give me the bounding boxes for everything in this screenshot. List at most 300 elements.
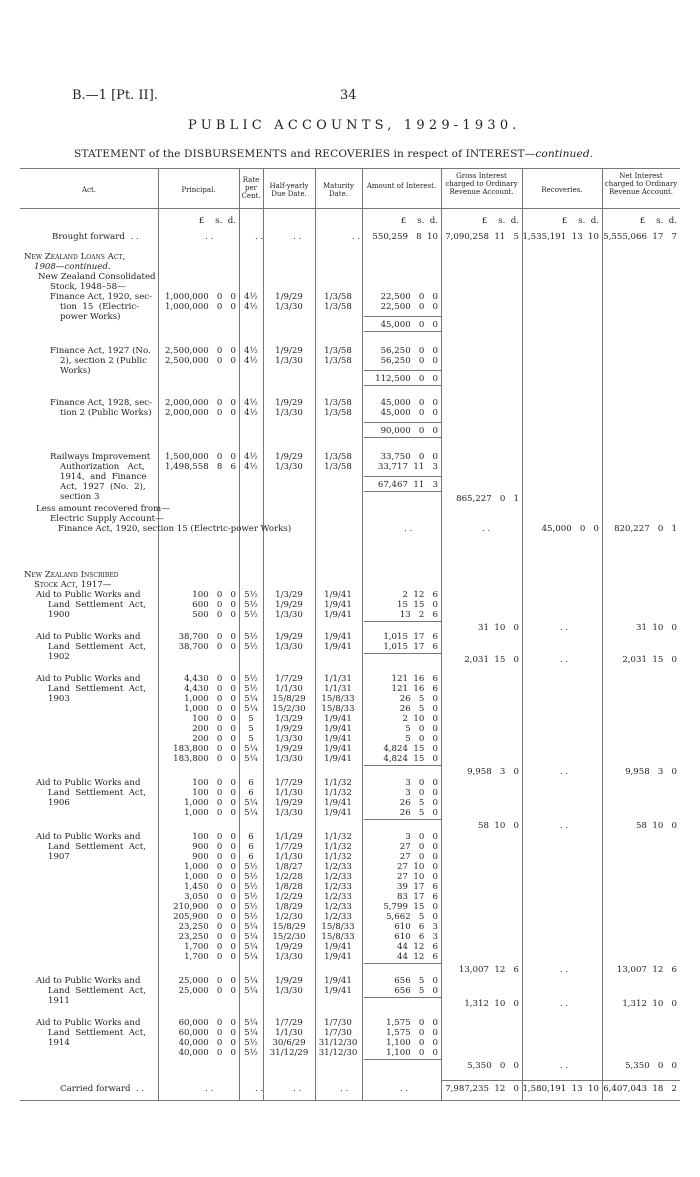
maturity-date: 1/3/58 (324, 356, 352, 366)
net-value: 1,312 10 0 (622, 999, 677, 1009)
act-name: Land Settlement Act, (48, 684, 146, 694)
subtotal-rule (364, 437, 441, 438)
maturity-date: 1/9/41 (324, 798, 352, 808)
principal-value: 38,700 0 0 (178, 642, 236, 652)
rate-value: 5½ (244, 902, 258, 912)
interest-amount: 1,015 17 6 (383, 642, 438, 652)
page-number: 34 (340, 88, 357, 103)
due-date: 1/7/29 (275, 674, 303, 684)
rate-value: 5½ (244, 872, 258, 882)
gross-total: 865,227 0 1 (456, 494, 519, 504)
principal-value: 40,000 0 0 (178, 1038, 236, 1048)
brought-forward-label: Brought forward . . (52, 232, 139, 242)
section-heading: 1908—continued. (34, 262, 111, 272)
principal-value: 600 0 0 (192, 600, 236, 610)
due-date: 1/3/30 (275, 808, 303, 818)
principal-value: 100 0 0 (192, 778, 236, 788)
gross-value: 58 10 0 (478, 821, 519, 831)
principal-value: 25,000 0 0 (178, 986, 236, 996)
unit-label: £ s. d. (639, 216, 677, 226)
maturity-date: 15/8/33 (321, 704, 355, 714)
act-name: 1906 (48, 798, 70, 808)
principal-value: 38,700 0 0 (178, 632, 236, 642)
rate-value: 5½ (244, 632, 258, 642)
less-recovery-label: Finance Act, 1920, section 15 (Electric-power Works) (58, 524, 292, 534)
rate-value: 5½ (244, 684, 258, 694)
column-header-rate: Rate per Cent. (241, 176, 261, 200)
principal-value: 2,000,000 0 0 (164, 398, 236, 408)
rate-value: 4½ (244, 356, 258, 366)
rate-value: 5¼ (244, 1028, 258, 1038)
interest-amount: 4,824 15 0 (383, 754, 438, 764)
act-name: Finance Act, 1920, sec- (50, 292, 153, 302)
act-name: Finance Act, 1927 (No. (50, 346, 151, 356)
section-heading: New Zealand Inscribed (24, 570, 119, 580)
page-title: PUBLIC ACCOUNTS, 1929-1930. (188, 118, 521, 133)
due-date: 1/9/29 (275, 452, 303, 462)
maturity-date: 1/7/30 (324, 1018, 352, 1028)
act-name: 1911 (48, 996, 70, 1006)
subtotal-rule (364, 621, 441, 622)
rate-value: 6 (248, 852, 254, 862)
due-date: 1/3/30 (275, 986, 303, 996)
interest-amount: 1,575 0 0 (386, 1028, 438, 1038)
due-date: 1/3/29 (275, 590, 303, 600)
due-date: 1/3/30 (275, 642, 303, 652)
carried-net: 6,407,043 18 2 (603, 1084, 677, 1094)
act-name: power Works) (60, 312, 121, 322)
maturity-date: 1/9/41 (324, 734, 352, 744)
maturity-date: 1/1/32 (324, 788, 352, 798)
section-heading: Stock Act, 1917— (34, 580, 112, 590)
principal-value: 205,900 0 0 (173, 912, 236, 922)
net-value: 58 10 0 (636, 821, 677, 831)
dots: . . (560, 767, 569, 777)
subtotal-rule (364, 997, 441, 998)
maturity-date: 1/3/58 (324, 346, 352, 356)
due-date: 1/2/29 (275, 892, 303, 902)
column-header-act: Act. (81, 186, 96, 194)
column-header-gross: Gross Interest charged to Ordinary Revenue Account. (445, 172, 518, 196)
ref-part: [Pt. II]. (111, 88, 158, 103)
dots: . . (205, 1084, 214, 1094)
principal-value: 900 0 0 (192, 842, 236, 852)
interest-amount: 2 12 6 (402, 590, 438, 600)
due-date: 1/1/30 (275, 1028, 303, 1038)
interest-amount: 83 17 6 (397, 892, 438, 902)
due-date: 1/9/29 (275, 798, 303, 808)
interest-amount: 26 5 0 (399, 694, 438, 704)
interest-amount: 27 10 0 (397, 862, 438, 872)
interest-amount: 3 0 0 (405, 778, 438, 788)
gross-value: 31 10 0 (478, 623, 519, 633)
maturity-date: 1/3/58 (324, 292, 352, 302)
unit-label: £ s. d. (481, 216, 519, 226)
maturity-date: 1/9/41 (324, 600, 352, 610)
principal-value: 1,450 0 0 (184, 882, 236, 892)
due-date: 1/8/27 (275, 862, 303, 872)
act-name: 1903 (48, 694, 70, 704)
column-rule (441, 168, 442, 1100)
due-date: 15/8/29 (272, 922, 306, 932)
interest-amount: 5 0 0 (405, 724, 438, 734)
rate-value: 5¼ (244, 808, 258, 818)
principal-value: 1,700 0 0 (184, 952, 236, 962)
due-date: 30/6/29 (272, 1038, 306, 1048)
act-name: Aid to Public Works and (36, 976, 141, 986)
interest-amount: 56,250 0 0 (380, 356, 438, 366)
maturity-date: 1/9/41 (324, 590, 352, 600)
due-date: 15/2/30 (272, 932, 306, 942)
maturity-date: 1/2/33 (324, 902, 352, 912)
subtotal-rule (364, 1059, 441, 1060)
subtotal-rule (364, 370, 441, 371)
maturity-date: 1/2/33 (324, 862, 352, 872)
act-name: Aid to Public Works and (36, 832, 141, 842)
interest-amount: 5 0 0 (405, 734, 438, 744)
subtotal-rule (364, 765, 441, 766)
due-date: 1/9/29 (275, 346, 303, 356)
due-date: 1/9/29 (275, 724, 303, 734)
principal-value: 100 0 0 (192, 590, 236, 600)
gross-value: 2,031 15 0 (464, 655, 519, 665)
ref-left: B.—1 (72, 88, 107, 103)
interest-amount: 45,000 0 0 (380, 398, 438, 408)
rate-value: 4½ (244, 292, 258, 302)
due-date: 1/3/30 (275, 734, 303, 744)
principal-value: 183,800 0 0 (173, 744, 236, 754)
principal-value: 23,250 0 0 (178, 922, 236, 932)
subsection-heading: New Zealand Consolidated (38, 272, 156, 282)
maturity-date: 1/3/58 (324, 302, 352, 312)
rate-value: 5½ (244, 610, 258, 620)
act-name: Works) (60, 366, 91, 376)
interest-amount: 33,750 0 0 (380, 452, 438, 462)
principal-value: 40,000 0 0 (178, 1048, 236, 1058)
page-reference (72, 88, 158, 103)
due-date: 1/8/28 (275, 882, 303, 892)
rate-value: 4½ (244, 452, 258, 462)
principal-value: 1,500,000 0 0 (164, 452, 236, 462)
interest-amount: 26 5 0 (399, 704, 438, 714)
maturity-date: 1/9/41 (324, 986, 352, 996)
statement-title (74, 148, 593, 160)
interest-amount: 1,100 0 0 (386, 1038, 438, 1048)
principal-value: 2,000,000 0 0 (164, 408, 236, 418)
group-total: 67,467 11 3 (377, 480, 438, 490)
subtotal-rule (364, 653, 441, 654)
due-date: 1/3/29 (275, 714, 303, 724)
act-name: 1914 (48, 1038, 70, 1048)
table-top-rule (20, 168, 680, 169)
principal-value: 60,000 0 0 (178, 1028, 236, 1038)
interest-amount: 656 5 0 (394, 986, 438, 996)
rate-value: 5¼ (244, 976, 258, 986)
due-date: 1/1/30 (275, 852, 303, 862)
rate-value: 5¼ (244, 986, 258, 996)
act-name: Aid to Public Works and (36, 674, 141, 684)
due-date: 15/2/30 (272, 704, 306, 714)
maturity-date: 31/12/30 (318, 1048, 358, 1058)
brought-amount: 550,259 8 10 (372, 232, 438, 242)
carried-recoveries: 1,580,191 13 10 (522, 1084, 599, 1094)
due-date: 1/3/30 (275, 408, 303, 418)
maturity-date: 15/8/33 (321, 932, 355, 942)
act-name: 1907 (48, 852, 70, 862)
due-date: 1/3/30 (275, 952, 303, 962)
interest-amount: 13 2 6 (399, 610, 438, 620)
due-date: 1/9/29 (275, 632, 303, 642)
section-heading: New Zealand Loans Act, (24, 252, 126, 262)
column-rule (522, 168, 523, 1100)
maturity-date: 1/9/41 (324, 744, 352, 754)
rate-value: 5½ (244, 674, 258, 684)
interest-amount: 44 12 6 (397, 952, 438, 962)
rate-value: 5¼ (244, 754, 258, 764)
column-rule (158, 168, 159, 1100)
due-date: 1/1/30 (275, 788, 303, 798)
act-name: Aid to Public Works and (36, 590, 141, 600)
interest-amount: 610 6 3 (394, 932, 438, 942)
maturity-date: 1/1/32 (324, 832, 352, 842)
brought-net: 5,555,066 17 7 (603, 232, 677, 242)
maturity-date: 1/2/33 (324, 882, 352, 892)
interest-amount: 56,250 0 0 (380, 346, 438, 356)
maturity-date: 1/9/41 (324, 632, 352, 642)
principal-value: 1,000,000 0 0 (164, 292, 236, 302)
due-date: 1/1/30 (275, 684, 303, 694)
rate-value: 5½ (244, 600, 258, 610)
rate-value: 5½ (244, 892, 258, 902)
act-name: tion 15 (Electric- (60, 302, 140, 312)
interest-amount: 610 6 3 (394, 922, 438, 932)
dots: . . (255, 1084, 264, 1094)
interest-amount: 33,717 11 3 (377, 462, 438, 472)
principal-value: 1,700 0 0 (184, 942, 236, 952)
rate-value: 5¼ (244, 922, 258, 932)
carried-gross: 7,987,235 12 0 (445, 1084, 519, 1094)
gross-value: 13,007 12 6 (458, 965, 519, 975)
interest-amount: 1,100 0 0 (386, 1048, 438, 1058)
act-name: Aid to Public Works and (36, 1018, 141, 1028)
principal-value: 210,900 0 0 (173, 902, 236, 912)
interest-amount: 45,000 0 0 (380, 408, 438, 418)
principal-value: 500 0 0 (192, 610, 236, 620)
due-date: 1/7/29 (275, 1018, 303, 1028)
net-value: 9,958 3 0 (625, 767, 677, 777)
principal-value: 1,000 0 0 (184, 694, 236, 704)
table-bottom-rule (20, 1100, 680, 1101)
interest-amount: 656 5 0 (394, 976, 438, 986)
unit-label: £ s. d. (400, 216, 438, 226)
subtotal-rule (364, 963, 441, 964)
dots: . . (205, 232, 214, 242)
column-header-principal: Principal. (181, 186, 216, 194)
interest-amount: 27 0 0 (399, 842, 438, 852)
maturity-date: 1/9/41 (324, 942, 352, 952)
act-name: 2), section 2 (Public (60, 356, 147, 366)
rate-value: 5¼ (244, 1018, 258, 1028)
dots: . . (293, 1084, 302, 1094)
net-value: 2,031 15 0 (622, 655, 677, 665)
maturity-date: 15/8/33 (321, 922, 355, 932)
rate-value: 5¼ (244, 932, 258, 942)
interest-amount: 5,799 15 0 (383, 902, 438, 912)
interest-amount: 22,500 0 0 (380, 302, 438, 312)
maturity-date: 1/2/33 (324, 872, 352, 882)
maturity-date: 1/1/31 (324, 674, 352, 684)
rate-value: 6 (248, 788, 254, 798)
maturity-date: 1/9/41 (324, 610, 352, 620)
maturity-date: 1/9/41 (324, 976, 352, 986)
rate-value: 5¼ (244, 694, 258, 704)
due-date: 1/3/30 (275, 462, 303, 472)
dots: . . (560, 965, 569, 975)
act-name: Aid to Public Works and (36, 778, 141, 788)
due-date: 1/3/30 (275, 356, 303, 366)
column-header-amount: Amount of Interest. (366, 182, 437, 190)
maturity-date: 1/7/30 (324, 1028, 352, 1038)
interest-amount: 15 15 0 (397, 600, 438, 610)
act-name: Land Settlement Act, (48, 842, 146, 852)
due-date: 1/8/29 (275, 902, 303, 912)
dots: . . (482, 524, 491, 534)
act-name: Land Settlement Act, (48, 600, 146, 610)
statement-text: STATEMENT of the DISBURSEMENTS and RECOVERIES in respect of INTEREST— (74, 148, 536, 160)
interest-amount: 44 12 6 (397, 942, 438, 952)
interest-amount: 27 10 0 (397, 872, 438, 882)
maturity-date: 1/9/41 (324, 724, 352, 734)
principal-value: 100 0 0 (192, 714, 236, 724)
dots: . . (340, 1084, 349, 1094)
unit-label: £ s. d. (561, 216, 599, 226)
rate-value: 6 (248, 778, 254, 788)
net-value: 5,350 0 0 (625, 1061, 677, 1071)
act-name: Land Settlement Act, (48, 788, 146, 798)
group-total: 45,000 0 0 (380, 320, 438, 330)
rate-value: 5¼ (244, 798, 258, 808)
subtotal-rule (364, 491, 441, 492)
principal-value: 60,000 0 0 (178, 1018, 236, 1028)
due-date: 1/9/29 (275, 292, 303, 302)
less-recovery-label: Electric Supply Account— (50, 514, 164, 524)
interest-amount: 121 16 6 (391, 684, 438, 694)
rate-value: 4½ (244, 462, 258, 472)
principal-value: 1,000 0 0 (184, 704, 236, 714)
principal-value: 200 0 0 (192, 724, 236, 734)
act-name: tion 2 (Public Works) (60, 408, 152, 418)
column-rule (602, 168, 603, 1100)
act-name: Act, 1927 (No. 2), (60, 482, 146, 492)
due-date: 15/8/29 (272, 694, 306, 704)
interest-amount: 4,824 15 0 (383, 744, 438, 754)
due-date: 1/2/28 (275, 872, 303, 882)
principal-value: 3,050 0 0 (184, 892, 236, 902)
principal-value: 1,000 0 0 (184, 798, 236, 808)
rate-value: 5¼ (244, 942, 258, 952)
due-date: 1/3/30 (275, 754, 303, 764)
principal-value: 4,430 0 0 (184, 674, 236, 684)
header-bottom-rule (20, 208, 680, 209)
subtotal-rule (364, 316, 441, 317)
rate-value: 4½ (244, 398, 258, 408)
principal-value: 100 0 0 (192, 788, 236, 798)
principal-value: 2,500,000 0 0 (164, 346, 236, 356)
maturity-date: 1/3/58 (324, 452, 352, 462)
principal-value: 100 0 0 (192, 832, 236, 842)
rate-value: 5¼ (244, 744, 258, 754)
interest-amount: 2 10 0 (402, 714, 438, 724)
principal-value: 4,430 0 0 (184, 684, 236, 694)
principal-value: 1,498,558 8 6 (164, 462, 236, 472)
maturity-date: 1/9/41 (324, 808, 352, 818)
dots: . . (404, 524, 413, 534)
gross-value: 5,350 0 0 (467, 1061, 519, 1071)
act-name: Railways Improvement (50, 452, 151, 462)
maturity-date: 1/3/58 (324, 398, 352, 408)
interest-amount: 3 0 0 (405, 788, 438, 798)
rate-value: 4½ (244, 408, 258, 418)
interest-amount: 5,662 5 0 (386, 912, 438, 922)
due-date: 1/9/29 (275, 942, 303, 952)
carried-forward-label: Carried forward . . (60, 1084, 145, 1094)
group-total: 90,000 0 0 (380, 426, 438, 436)
column-header-recoveries: Recoveries. (541, 186, 583, 194)
rate-value: 5 (248, 724, 254, 734)
due-date: 1/3/30 (275, 302, 303, 312)
principal-value: 1,000,000 0 0 (164, 302, 236, 312)
principal-value: 1,000 0 0 (184, 808, 236, 818)
act-name: Authorization Act, (60, 462, 145, 472)
rate-value: 5½ (244, 1038, 258, 1048)
dots: . . (560, 821, 569, 831)
interest-amount: 121 16 6 (391, 674, 438, 684)
maturity-date: 1/3/58 (324, 462, 352, 472)
due-date: 1/9/29 (275, 744, 303, 754)
due-date: 1/9/29 (275, 600, 303, 610)
dots: . . (255, 232, 264, 242)
interest-amount: 1,575 0 0 (386, 1018, 438, 1028)
principal-value: 183,800 0 0 (173, 754, 236, 764)
due-date: 31/12/29 (269, 1048, 309, 1058)
interest-amount: 27 0 0 (399, 852, 438, 862)
subtotal-rule (364, 422, 441, 423)
rate-value: 5 (248, 734, 254, 744)
act-name: 1900 (48, 610, 70, 620)
rate-value: 5½ (244, 862, 258, 872)
net-value: 31 10 0 (636, 623, 677, 633)
interest-amount: 39 17 6 (397, 882, 438, 892)
rate-value: 6 (248, 842, 254, 852)
rate-value: 6 (248, 832, 254, 842)
net-value: 13,007 12 6 (616, 965, 677, 975)
subtotal-rule (364, 331, 441, 332)
act-name: 1914, and Finance (60, 472, 147, 482)
principal-value: 900 0 0 (192, 852, 236, 862)
principal-value: 1,000 0 0 (184, 862, 236, 872)
dots: . . (560, 999, 569, 1009)
brought-gross: 7,090,258 11 5 (445, 232, 519, 242)
principal-value: 2,500,000 0 0 (164, 356, 236, 366)
interest-amount: 1,015 17 6 (383, 632, 438, 642)
principal-value: 200 0 0 (192, 734, 236, 744)
maturity-date: 1/3/58 (324, 408, 352, 418)
due-date: 1/2/30 (275, 912, 303, 922)
subtotal-rule (364, 385, 441, 386)
column-header-maturity: Maturity Date. (322, 182, 354, 198)
gross-value: 1,312 10 0 (464, 999, 519, 1009)
dots: . . (560, 1061, 569, 1071)
